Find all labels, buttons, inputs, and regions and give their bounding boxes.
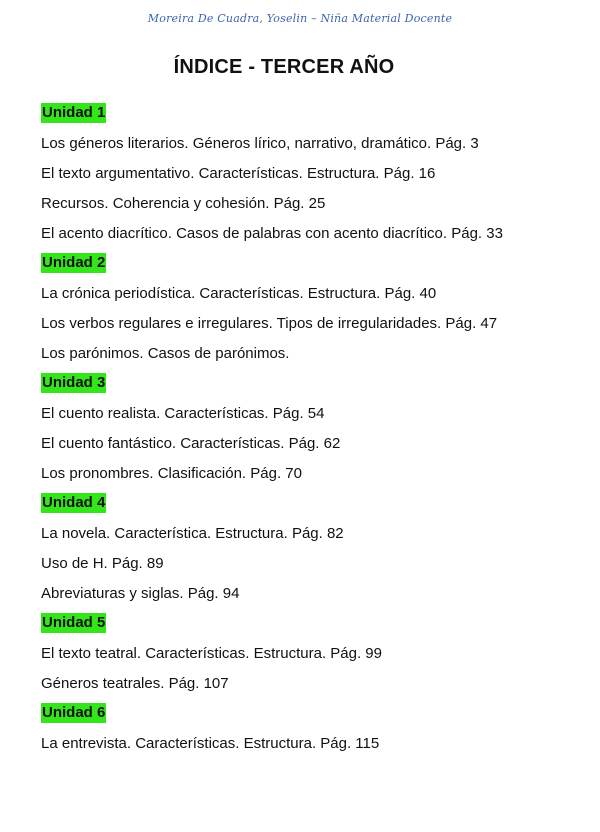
unit-label: Unidad 6 <box>42 704 106 721</box>
unit-label: Unidad 2 <box>42 254 106 271</box>
unit-label: Unidad 1 <box>42 104 106 121</box>
topic-line: El acento diacrítico. Casos de palabras con acento diacrítico. Pág. 33 <box>41 224 503 242</box>
topic-line: Los pronombres. Clasificación. Pág. 70 <box>41 464 302 482</box>
topic-line: La crónica periodística. Características. Estructura. Pág. 40 <box>41 284 437 302</box>
topic-line: Los verbos regulares e irregulares. Tipos de irregularidades. Pág. 47 <box>41 314 498 332</box>
topic-line: Los parónimos. Casos de parónimos. <box>41 344 290 362</box>
topic-line: Géneros teatrales. Pág. 107 <box>41 674 229 692</box>
topic-line: El texto teatral. Características. Estructura. Pág. 99 <box>41 644 382 662</box>
topic-line: La entrevista. Características. Estructura. Pág. 115 <box>41 734 380 752</box>
unit-heading <box>41 248 581 278</box>
topic-line: La novela. Característica. Estructura. Pág. 82 <box>41 524 344 542</box>
topic-line: El texto argumentativo. Características. Estructura. Pág. 16 <box>41 164 436 182</box>
page-title: ÍNDICE - TERCER AÑO <box>173 56 395 78</box>
author-signature: Moreira De Cuadra, Yoselin – Niña Material Docente <box>147 12 453 25</box>
topic-line: El cuento fantástico. Características. Pág. 62 <box>41 434 341 452</box>
unit-label: Unidad 3 <box>42 374 106 391</box>
unit-label: Unidad 5 <box>42 614 106 631</box>
topic-line: Recursos. Coherencia y cohesión. Pág. 25 <box>41 194 326 212</box>
unit-label: Unidad 4 <box>42 494 106 511</box>
topic-line: Uso de H. Pág. 89 <box>41 554 164 572</box>
unit-heading <box>41 98 581 128</box>
topic-line: Abreviaturas y siglas. Pág. 94 <box>41 584 240 602</box>
unit-heading <box>41 608 581 638</box>
unit-heading <box>41 488 581 518</box>
unit-heading <box>41 698 581 728</box>
unit-heading <box>41 368 581 398</box>
topic-line: El cuento realista. Características. Pág. 54 <box>41 404 325 422</box>
index-content <box>41 98 581 758</box>
topic-line: Los géneros literarios. Géneros lírico, narrativo, dramático. Pág. 3 <box>41 134 479 152</box>
